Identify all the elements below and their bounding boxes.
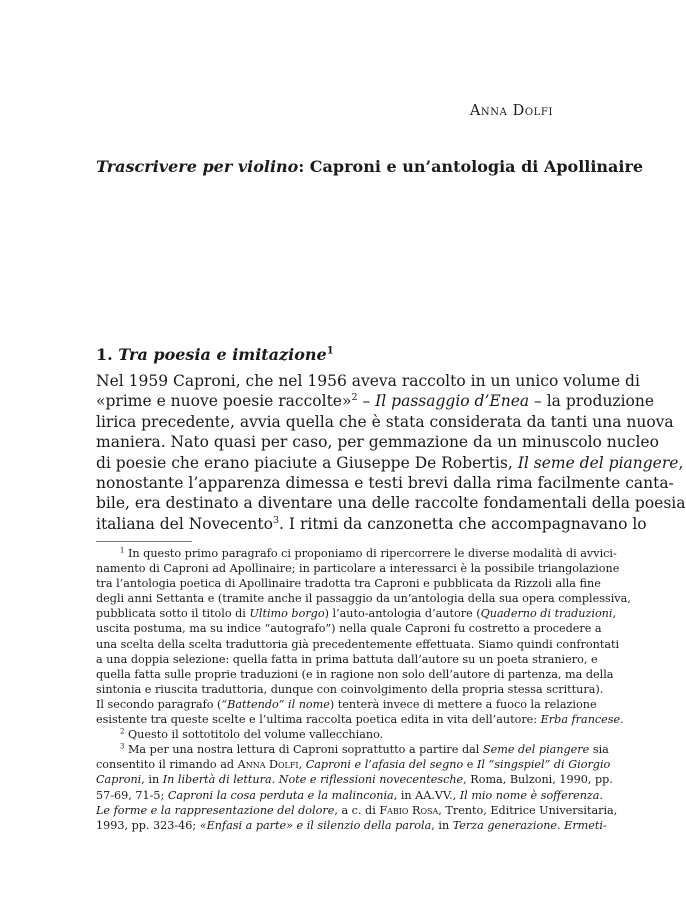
footnote-ref: 1 — [326, 345, 334, 357]
body-line — [96, 514, 647, 534]
footnote-italic: «Enfasi a parte» e il silenzio della parola — [199, 818, 432, 832]
footnote-text: , in — [431, 818, 453, 832]
footnote-line — [96, 576, 601, 591]
footnote-line — [96, 803, 618, 818]
footnote-line — [96, 667, 614, 682]
body-text-span: – la produzione — [529, 392, 655, 411]
section-number: 1. — [96, 345, 113, 364]
footnote-line — [96, 682, 604, 697]
article-title-italic: Trascrivere per violino — [96, 157, 299, 176]
footnote-line — [96, 788, 604, 803]
footnote-text: , Roma, Bulzoni, 1990, pp. — [463, 773, 613, 787]
footnote-line — [96, 606, 617, 621]
body-italic: Il seme del piangere — [517, 453, 679, 472]
footnote-text: e — [463, 758, 477, 772]
footnote-italic: Il “singspiel” di Giorgio — [476, 758, 611, 772]
footnote-italic: Il mio nome è sofferenza. — [459, 788, 604, 802]
footnote-text: , Trento, Editrice Universitaria, — [438, 803, 618, 817]
body-text-span: «prime e nuove poesie raccolte» — [96, 392, 352, 411]
footnote-author-name: Anna Dolfi — [237, 758, 299, 772]
footnote-ref: 3 — [272, 514, 280, 526]
body-text-span: . I ritmi da canzonetta che accompagnavano lo — [279, 514, 647, 533]
footnote-text: , — [298, 758, 306, 772]
body-text-span: lirica precedente, avvia quella che è stata considerata da tanti una nuova — [96, 412, 674, 431]
footnote-line — [96, 712, 624, 727]
body-line — [96, 493, 686, 513]
footnote-text: una scelta della scelta traduttoria già precedentemente effettuata. Siamo quindi confrontati — [96, 637, 620, 651]
footnote-text: , in AA.VV., — [393, 788, 460, 802]
footnote-italic: Seme del piangere — [482, 743, 590, 757]
footnote-text: pubblicata sotto il titolo di — [96, 607, 250, 621]
footnote-line — [96, 591, 631, 606]
footnote-line — [96, 742, 609, 757]
section-title: Tra poesia e imitazione — [118, 345, 327, 364]
body-line — [96, 473, 674, 493]
footnote-separator — [96, 541, 192, 542]
footnote-text: degli anni Settanta e (tramite anche il passaggio da un’antologia della sua opera complessiva, — [96, 592, 631, 606]
body-text-span: , — [678, 453, 684, 472]
body-line — [96, 371, 640, 391]
footnote-text: tra l’antologia poetica di Apollinaire tradotta tra Caproni e pubblicata da Rizzoli alla fine — [96, 577, 601, 591]
footnote-italic: In libertà di lettura. Note e riflessioni novecentesche — [162, 773, 464, 787]
running-header-author: Anna Dolfi — [469, 103, 553, 119]
footnote-number: 2 — [120, 727, 125, 736]
footnote-text: quella fatta sulle proprie traduzioni (e in ragione non solo dell’autore di partenza, ma della — [96, 667, 614, 681]
footnote-text: ) tenterà invece di mettere a fuoco la relazione — [329, 697, 597, 711]
footnote-text: sia — [589, 743, 609, 757]
section-heading — [96, 345, 334, 364]
body-line — [96, 391, 655, 411]
footnote-line — [96, 621, 602, 636]
footnote-text: a una doppia selezione: quella fatta in prima battuta dall’autore su un poeta straniero, e — [96, 652, 598, 666]
footnote-text: , in — [141, 773, 163, 787]
footnote-text: 1993, pp. 323-46; — [96, 818, 200, 832]
footnote-line — [96, 546, 617, 561]
body-italic: Il passaggio d’Enea — [375, 392, 530, 411]
body-text — [96, 371, 686, 534]
article-title — [96, 157, 644, 176]
footnote-italic: “Battendo” il nome — [221, 697, 330, 711]
footnote-author-name: Fabio Rosa — [379, 803, 439, 817]
body-text-span: bile, era destinato a diventare una delle raccolte fondamentali della poesia — [96, 494, 686, 513]
footnote-text: Questo il sottotitolo del volume vallecchiano. — [124, 728, 384, 742]
footnote-italic: Erba francese — [540, 713, 621, 727]
footnote-line — [96, 757, 611, 772]
footnote-text: Il secondo paragrafo ( — [96, 697, 222, 711]
footnote-italic: Caproni e l’afasia del segno — [305, 758, 464, 772]
footnote-number: 3 — [120, 742, 125, 751]
body-line — [96, 453, 684, 473]
footnote-text: . — [620, 713, 624, 727]
article-title-rest: : Caproni e un’antologia di Apollinaire — [298, 157, 644, 176]
footnote-italic: Ultimo borgo — [249, 607, 325, 621]
footnote-text: sintonia e riuscita traduttoria, dunque con coinvolgimento della propria stessa scrittura). — [96, 682, 604, 696]
footnote-italic: Caproni — [96, 773, 142, 787]
footnote-text: esistente tra queste scelte e l’ultima raccolta poetica edita in vita dell’autore: — [96, 713, 541, 727]
footnote-text: namento di Caproni ad Apollinaire; in particolare a interessarci è la possibile triangolazione — [96, 562, 620, 576]
footnote-italic: Terza generazione. Ermeti- — [452, 818, 607, 832]
footnote-italic: Le forme e la rappresentazione del dolore — [96, 803, 335, 817]
footnote-line — [96, 637, 620, 652]
footnote-text: , a c. di — [334, 803, 380, 817]
footnote-number: 1 — [120, 546, 125, 555]
footnote-ref: 2 — [351, 392, 358, 404]
footnote-italic: Quaderno di traduzioni — [480, 607, 613, 621]
body-text-span: di poesie che erano piaciute a Giuseppe De Robertis, — [96, 453, 518, 472]
footnote-text: Ma per una nostra lettura di Caproni soprattutto a partire dal — [124, 743, 483, 757]
footnote-text: 57-69, 71-5; — [96, 788, 168, 802]
footnote-line — [96, 652, 598, 667]
body-text-span: Nel 1959 Caproni, che nel 1956 aveva raccolto in un unico volume di — [96, 372, 640, 390]
body-line — [96, 432, 659, 452]
footnote-italic: Caproni la cosa perduta e la malinconia — [167, 788, 394, 802]
body-text-span: italiana del Novecento — [96, 514, 273, 533]
footnote-line — [96, 697, 597, 712]
footnote-text: consentito il rimando ad — [96, 758, 238, 772]
footnote-line — [96, 561, 620, 576]
body-line — [96, 412, 674, 432]
body-text-span: maniera. Nato quasi per caso, per gemmazione da un minuscolo nucleo — [96, 433, 659, 452]
body-text-span: nonostante l’apparenza dimessa e testi brevi dalla rima facilmente canta- — [96, 473, 674, 492]
footnotes — [96, 546, 631, 833]
body-text-span: – — [357, 392, 376, 411]
footnote-text: ) l’auto-antologia d’autore ( — [324, 607, 481, 621]
footnote-text: uscita postuma, ma su indice “autografo”) nella quale Caproni fu costretto a procedere a — [96, 622, 602, 636]
footnote-line — [96, 727, 556, 742]
footnote-text: In questo primo paragrafo ci proponiamo di ripercorrere le diverse modalità di avvici- — [124, 547, 617, 560]
footnote-text: , — [612, 607, 617, 621]
footnote-line — [96, 772, 613, 787]
footnote-line — [96, 818, 607, 833]
